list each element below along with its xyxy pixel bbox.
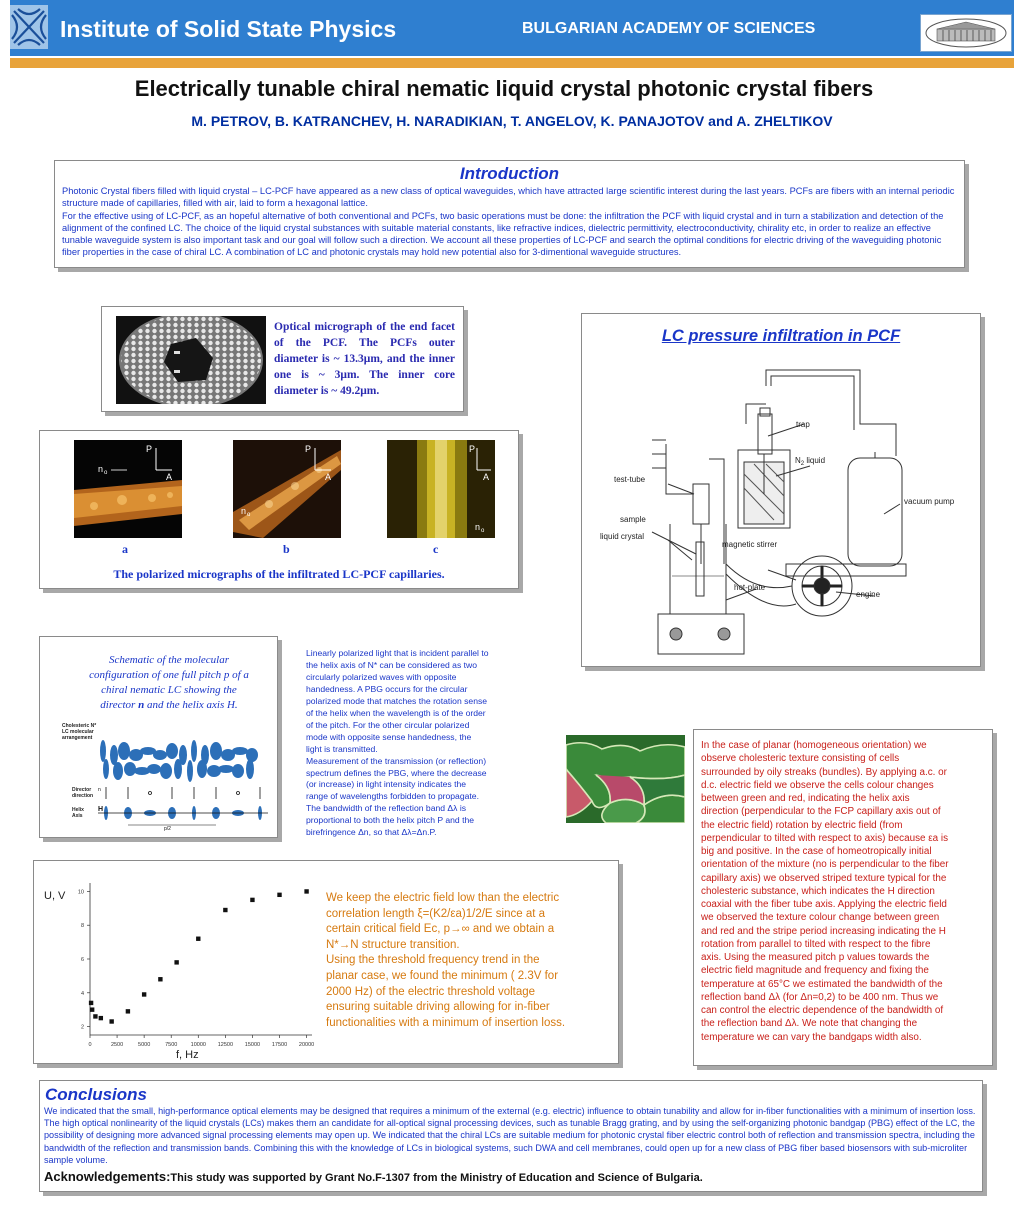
chart-data-point (90, 1007, 94, 1011)
micrograph-label-a: a (122, 542, 128, 556)
polarized-micrographs-caption: The polarized micrographs of the infiltrated LC-PCF capillaries. (113, 567, 445, 581)
field-line: We keep the electric field low than the electric (326, 892, 560, 904)
academy-building-logo (920, 14, 1012, 52)
chart-x-tick-label: 0 (88, 1042, 92, 1048)
field-line: correlation length ξ=(K2/εa)1/2/E since at a (326, 907, 545, 920)
label-magnetic-stirrer: magnetic stirrer (722, 540, 778, 549)
optical-micrograph-caption: Optical micrograph of the end facet of the PCF. The PCFs outer diameter is ~ 13.3μm, and the inner one is ~ 3μm. The inner core diameter is ~ 49.2μm. (274, 321, 455, 397)
svg-text:A: A (325, 472, 332, 482)
schematic-helix-2: Axis (72, 813, 83, 819)
planar-line: observe cholesteric texture consisting of cells (701, 753, 900, 765)
svg-text:P: P (146, 444, 153, 454)
cholesteric-texture-image (566, 735, 685, 823)
micrograph-a-image (74, 440, 182, 538)
acknowledgements (40, 1166, 982, 1188)
chart-x-axis-label: f, Hz (176, 1049, 199, 1061)
label-engine: engine (856, 590, 881, 599)
chart-x-tick-label: 20000 (298, 1042, 315, 1048)
threshold-chart-box (33, 860, 619, 1064)
planar-line: capillary axis) we observed striped texture typical for the (701, 872, 947, 884)
linear-line: handedness. A PBG occurs for the circular (306, 683, 468, 694)
schematic-helix-1: Helix (72, 807, 84, 813)
planar-line: temperature at 65°C we estimated the bandwidth of the (701, 978, 943, 990)
svg-text:n: n (98, 464, 104, 474)
field-line: functionalities with a minimum of insertion loss. (326, 1016, 566, 1029)
planar-line: perpendicular to tilted with respect to axis) because εa is (701, 832, 949, 844)
planar-line: electric field magnitude and frequency and fixing the (701, 965, 929, 977)
electric-field-text (326, 891, 612, 1031)
label-n2-liquid: $N_2$ liquid (795, 456, 826, 467)
micrograph-b-image (233, 440, 341, 538)
introduction-box (54, 160, 965, 268)
chart-data-point (89, 1001, 93, 1005)
linear-line: circularly polarized waves with opposite (306, 671, 457, 682)
planar-line: surrounded by oily streaks (bundles). By applying a.c. or (701, 766, 947, 778)
linear-line: The bandwidth of the reflection band Δλ is (306, 803, 467, 814)
planar-line: the reflection band Δλ. We note that changing the (701, 1018, 918, 1030)
linear-line: birefringence Δn, so that Δλ=Δn.P. (306, 827, 437, 838)
planar-line: we observed the texture colour change between green (701, 912, 940, 924)
optical-micrograph-box (101, 306, 464, 412)
micrograph-c-image (387, 440, 495, 538)
chart-x-tick-label: 10000 (190, 1042, 206, 1048)
planar-line: cholesteric substance, which indicates the H direction (701, 885, 935, 897)
chart-data-point (250, 898, 254, 902)
schematic-box (39, 636, 278, 838)
linear-line: spectrum defines the PBG, where the decrease (306, 767, 487, 778)
planar-line: rotation from parallel to tilted with respect to the fibre (701, 938, 931, 950)
chart-x-tick-label: 12500 (217, 1042, 234, 1048)
institute-logo (10, 5, 48, 49)
chart-x-tick-label: 7500 (165, 1042, 178, 1048)
svg-text:P: P (469, 444, 476, 454)
label-hot-plate: hot-plate (734, 583, 766, 592)
schematic-fig-line-1: Cholesteric N* (62, 723, 97, 729)
chart-y-tick-label: 6 (80, 957, 84, 963)
poster-title: Electrically tunable chiral nematic liquid crystal photonic crystal fibers (134, 76, 874, 101)
introduction-text (55, 184, 964, 259)
introduction-paragraph-1: Photonic Crystal fibers filled with liquid crystal – LC-PCF have appeared as a new class of optical waveguides, which have attracted large scientific interest during the last years. PCFs are fibers with an internal periodic structure made of capillaries, filled with air, laid to form a hexagonal lattice. (62, 186, 955, 209)
label-liquid-crystal: liquid crystal (600, 532, 645, 541)
linear-line: Measurement of the transmission (or reflection) (306, 755, 487, 766)
chart-x-tick-label: 15000 (244, 1042, 261, 1048)
chart-data-point (99, 1016, 103, 1020)
label-test-tube: test-tube (614, 475, 646, 484)
planar-line: coaxial with the fiber tube axis. Applying the electric field (701, 899, 947, 910)
chart-data-point (158, 977, 162, 981)
chart-data-point (174, 960, 178, 964)
field-line: N*→N structure transition. (326, 938, 460, 951)
chart-y-tick-label: 4 (80, 990, 84, 997)
planar-line: reflection band Δλ (for Δn=0,2) to be 400 nm. Thus we (701, 991, 939, 1003)
planar-line: between green and red, indicating the helix axis (701, 793, 910, 804)
field-line: certain critical field Ec, p→∞ and we obtain a (326, 923, 555, 936)
chart-axes-lines (90, 883, 312, 1035)
chart-data-point (126, 1009, 130, 1013)
conclusions-heading: Conclusions (45, 1085, 148, 1104)
schematic-h-label: H (98, 806, 104, 813)
header-stripe (10, 58, 1014, 68)
linear-line: the helix axis of N* can be considered as two (306, 659, 478, 670)
linear-polarization-text (306, 648, 518, 839)
threshold-voltage-chart (40, 871, 320, 1061)
svg-text:A: A (483, 472, 490, 482)
chart-x-tick-label: 2500 (110, 1042, 124, 1048)
acknowledgements-text: This study was supported by Grant No.F-1307 from the Ministry of Education and Science of Bulgaria. (170, 1172, 703, 1185)
chart-y-tick-label: 8 (80, 923, 84, 930)
chart-data-point (196, 937, 200, 941)
linear-line: Linearly polarized light that is incident parallel to (306, 648, 489, 658)
pcf-end-facet-image (116, 316, 266, 404)
svg-text:o: o (104, 470, 108, 476)
schematic-director-2: direction (72, 793, 94, 799)
planar-line: the electric field) rotation by electric field (from (701, 819, 903, 831)
label-trap: trap (796, 420, 810, 429)
linear-line: (or increase) in light intensity indicates the (306, 779, 467, 790)
svg-text:A: A (166, 472, 173, 482)
planar-line: orientation of the mixture (no is perpendicular to the fiber (701, 859, 949, 871)
svg-text:n: n (475, 522, 481, 532)
label-sample: sample (620, 515, 646, 524)
planar-line: axis. Using the measured pitch p values towards the (701, 952, 930, 963)
conclusions-box (39, 1080, 983, 1192)
svg-text:P: P (305, 444, 312, 454)
acknowledgements-label: Acknowledgements: (44, 1169, 171, 1185)
chart-y-tick-label: 10 (77, 889, 84, 896)
schematic-fig-line-2: LC molecular (62, 729, 94, 735)
micrograph-label-c: c (433, 542, 439, 556)
field-line: Using the threshold frequency trend in the (326, 954, 540, 967)
chart-data-point (142, 992, 146, 996)
chart-data-point (304, 889, 308, 893)
planar-orientation-box (693, 729, 993, 1066)
chart-data-point (109, 1019, 113, 1023)
planar-line: d.c. electric field we observe the cells colour changes (701, 779, 934, 791)
field-line: ensuring suitable driving allowing for in-fiber (326, 1001, 550, 1014)
planar-line: big and positive. In the case of homeotropically initial (701, 846, 932, 857)
linear-line: of the pitch. For the other circular polarized (306, 719, 470, 730)
introduction-heading: Introduction (459, 164, 560, 183)
schematic-p2-label: p/2 (164, 826, 171, 831)
schematic-n-label: n (98, 787, 101, 793)
linear-line: polarized mode that matches the rotation sense (306, 695, 488, 706)
planar-line: direction (perpendicular to the FCP capillary axis out of (701, 806, 941, 818)
svg-text:o: o (247, 512, 251, 518)
chart-y-tick-label: 2 (80, 1024, 84, 1031)
chart-x-tick-label: 5000 (138, 1042, 151, 1048)
pressure-infiltration-box (581, 313, 981, 667)
introduction-paragraph-2: For the effective using of LC-PCF, as an hopeful alternative of both conventional and PCFs, two basic operations must be done: the infiltration the PCF with liquid crystal and in turn a stabilization and detection of the alignment of the confined LC. The choice of the liquid crystal substances with suitable material constants, like refractive indices, dielectric permittivity, electroconductivity, chirality etc, in order to realize an effective tunable waveguide system is also important task and our goal will follow such a direction. We account all these properties of LC-PCF and search the optimal conditions for electric driving of the waveguiding photonic fiber properties in the case of chiral LC. A combination of LC and photonic crystals may hold new potential also for 3-dimentional waveguide structures. (62, 210, 944, 258)
schematic-fig-line-3: arrangement (62, 735, 93, 741)
field-line: planar case, we found the minimum ( 2.3V for (326, 969, 559, 982)
institute-name: Institute of Solid State Physics (60, 16, 397, 42)
pressure-heading: LC pressure infiltration in PCF (661, 327, 901, 345)
chart-data-point (277, 893, 281, 897)
chart-data-point (223, 908, 227, 912)
planar-line: can control the electric dependence of the bandwidth of (701, 1005, 944, 1016)
academy-name: BULGARIAN ACADEMY OF SCIENCES (522, 20, 816, 37)
micrograph-label-b: b (283, 542, 290, 556)
svg-text:o: o (481, 528, 485, 534)
chart-x-tick-label: 17500 (271, 1042, 288, 1048)
chart-y-axis-label: U, V (44, 890, 66, 902)
linear-line: mode with opposite sense handedness, the (306, 731, 472, 742)
planar-orientation-text (701, 739, 989, 1044)
svg-text:n: n (241, 506, 247, 516)
label-vacuum-pump: vacuum pump (904, 497, 955, 506)
chiral-nematic-schematic (58, 721, 273, 831)
apparatus-diagram (596, 364, 968, 659)
linear-line: range of wavelengths forbidden to propagate. (306, 791, 479, 802)
chart-data-point (93, 1014, 97, 1018)
poster-authors: M. PETROV, B. KATRANCHEV, H. NARADIKIAN, T. ANGELOV, K. PANAJOTOV and A. ZHELTIKOV (191, 113, 833, 129)
planar-line: temperature we can vary the bandgaps width also. (701, 1031, 922, 1043)
linear-line: light is transmitted. (306, 743, 378, 754)
field-line: 2000 Hz) of the electric threshold voltage (326, 985, 536, 998)
conclusions-text: We indicated that the small, high-performance optical elements may be designed that requires a minimum of the external (e.g. electric) influence to obtain tunability and allow for in-fiber functionalities with a minimum of insertion loss. The high optical nonlinearity of the liquid crystals (LCs) makes them an candidate for all-optical signal processing devices, such as tunable Bragg grating, and by using the self-organizing photonic bandgap (PBG) effect of the LC, the possibility of designing more advanced signal processing elements may open up. We indicated that the chiral LCs are suitable medium for photonic crystal fiber electric control both of reflection and transmission spectra, including the bandwidth of the reflection and transmission bands. Combining this with the knowledge of LCs in biological systems, such DWA and cell membranes, could open up for a new class of PBG fiber based biosensors with sub-microliter sample volume. (44, 1106, 976, 1165)
schematic-director-1: Director (72, 787, 92, 793)
planar-line: and red and the stripe period increasing indicating the H (701, 925, 946, 937)
linear-line: proportional to both the helix pitch P and the (306, 815, 475, 826)
polarized-micrographs-box (39, 430, 519, 589)
schematic-caption: Schematic of the molecular configuration of one full pitch p of a chiral nematic LC showing the director n and the helix axis H. (89, 654, 249, 711)
linear-line: of the helix when the wavelength is of the order (306, 707, 486, 718)
planar-line: In the case of planar (homogeneous orientation) we (701, 740, 927, 751)
